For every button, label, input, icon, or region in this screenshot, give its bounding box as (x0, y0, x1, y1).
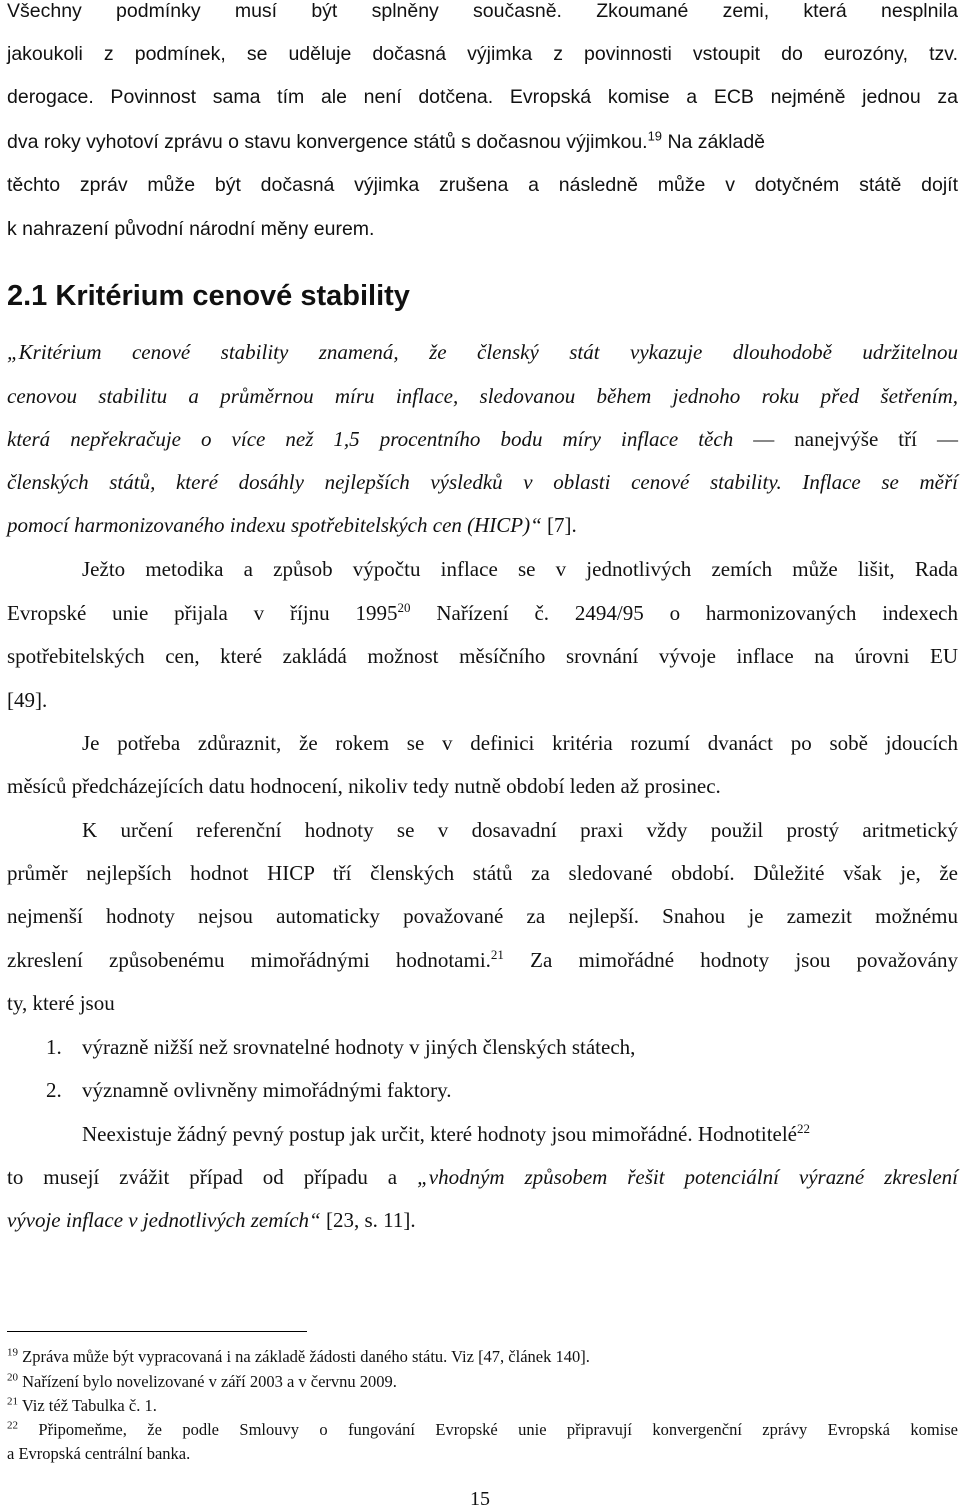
footnote-20 (7, 1371, 958, 1391)
quote-line-3-b: — nanejvýše tří — (753, 427, 959, 451)
footnote-20-text: Nařízení bylo novelizované v září 2003 a v červnu 2009. (22, 1372, 397, 1391)
footnote-19-text: Zpráva může být vypracovaná i na základě žádosti daného státu. Viz [47, článek 140]. (22, 1347, 590, 1366)
footnote-ref-21[interactable]: 21 (490, 947, 504, 962)
quote-line-5-text: pomocí harmonizovaného indexu spotřebitelských cen (HICP)“ (7, 513, 542, 537)
footnote-separator (7, 1331, 307, 1332)
footnote-ref-22[interactable]: 22 (797, 1121, 811, 1136)
citation-7[interactable]: [7]. (541, 513, 577, 537)
footnote-ref-20[interactable]: 20 (397, 600, 411, 615)
p2-line-3: spotřebitelských cen, které zakládá možnost měsíčního srovnání vývoje inflace na úrovni EU (7, 644, 958, 668)
p4-line-5: ty, které jsou (7, 991, 115, 1015)
footnote-22-continued: a Evropská centrální banka. (7, 1444, 191, 1463)
page-number: 15 (470, 1488, 490, 1510)
p2-line-2 (7, 600, 958, 625)
quote-line-4: členských států, které dosáhly nejlepších výsledků v oblasti cenové stability. Inflace se měří (7, 470, 958, 494)
intro-line-5: těchto zpráv může být dočasná výjimka zrušena a následně může v dotyčném státě dojít (7, 174, 958, 196)
p4-line-4 (7, 947, 958, 972)
section-heading: 2.1 Kritérium cenové stability (7, 280, 410, 312)
list-item-1-text: výrazně nižší než srovnatelné hodnoty v jiných členských státech, (82, 1035, 636, 1059)
footnote-22-text: Připomeňme, že podle Smlouvy o fungování Evropské unie připravují konvergenční zprávy Evropská komise (38, 1420, 959, 1439)
list-item-2-number: 2. (46, 1078, 62, 1102)
p4-line-1: K určení referenční hodnoty se v dosavadní praxi vždy použil prostý aritmetický (82, 818, 958, 842)
p2-line-4[interactable]: [49]. (7, 688, 48, 712)
footnote-20-number: 20 (7, 1371, 18, 1384)
quote-line-1: „Kritérium cenové stability znamená, že členský stát vykazuje dlouhodobě udržitelnou (7, 340, 958, 364)
p5-line-2-quote: „vhodným způsobem řešit potenciální výrazné zkreslení (417, 1165, 958, 1189)
p3-line-1: Je potřeba zdůraznit, že rokem se v definici kritéria rozumí dvanáct po sobě jdoucích (82, 731, 958, 755)
p2-line-2-b: Nařízení č. 2494/95 o harmonizovaných indexech (410, 601, 958, 625)
p2-line-1: Ježto metodika a způsob výpočtu inflace se v jednotlivých zemích může lišit, Rada (82, 557, 958, 581)
p5-line-3 (7, 1210, 958, 1231)
p5-line-3-quote: vývoje inflace v jednotlivých zemích (7, 1208, 310, 1232)
intro-line-6: k nahrazení původní národní měny eurem. (7, 218, 375, 240)
intro-line-4 (7, 128, 958, 153)
quote-line-3 (7, 429, 958, 450)
footnote-21 (7, 1395, 958, 1415)
p4-line-3: nejmenší hodnoty nejsou automaticky považované za nejlepší. Snahou je zamezit možnému (7, 904, 958, 928)
p5-line-2 (7, 1167, 958, 1188)
p2-line-2-a: Evropské unie přijala v říjnu 1995 (7, 601, 398, 625)
p4-line-4-b: Za mimořádné hodnoty jsou považovány (503, 948, 958, 972)
intro-line-1: Všechny podmínky musí být splněny současně. Zkoumané zemi, která nesplnila (7, 0, 958, 22)
quote-line-5 (7, 515, 958, 536)
list-item-1-number: 1. (46, 1035, 62, 1059)
footnote-ref-19[interactable]: 19 (647, 128, 663, 144)
p3-line-2: měsíců předcházejících datu hodnocení, nikoliv tedy nutně období leden až prosinec. (7, 774, 721, 798)
p4-line-2: průměr nejlepších hodnot HICP tří členských států za sledované období. Důležité však je, že (7, 861, 958, 885)
quote-line-2: cenovou stabilitu a průměrnou míru inflace, sledovanou během jednoho roku před šetřením, (7, 384, 958, 408)
citation-23[interactable]: [23, s. 11]. (320, 1208, 416, 1232)
footnote-19-number: 19 (7, 1346, 18, 1359)
footnote-22 (7, 1419, 959, 1439)
intro-line-3: derogace. Povinnost sama tím ale není dotčena. Evropská komise a ECB nejméně jednou za (7, 86, 958, 108)
footnote-21-number: 21 (7, 1395, 18, 1408)
p5-line-3-close-quote: “ (309, 1208, 321, 1232)
intro-line-4-text: dva roky vyhotoví zprávu o stavu konvergence států s dočasnou výjimkou. (7, 131, 648, 153)
p4-line-4-a: zkreslení způsobenému mimořádnými hodnotami. (7, 948, 491, 972)
intro-line-2: jakoukoli z podmínek, se uděluje dočasná výjimka z povinnosti vstoupit do eurozóny, tzv. (7, 43, 958, 65)
p5-line-1 (82, 1121, 958, 1146)
footnote-22-number: 22 (7, 1419, 18, 1432)
footnote-21-text: Viz též Tabulka č. 1. (21, 1396, 157, 1415)
list-item-2-text: významně ovlivněny mimořádnými faktory. (82, 1078, 452, 1102)
quote-line-3-a: která nepřekračuje o více než 1,5 procentního bodu míry inflace těch (7, 427, 734, 451)
p5-line-2-a: to musejí zvážit případ od případu a (7, 1165, 418, 1189)
p5-line-1-text: Neexistuje žádný pevný postup jak určit, které hodnoty jsou mimořádné. Hodnotitelé (82, 1122, 798, 1146)
intro-line-4-rest: Na základě (662, 131, 766, 153)
footnote-19 (7, 1346, 958, 1366)
